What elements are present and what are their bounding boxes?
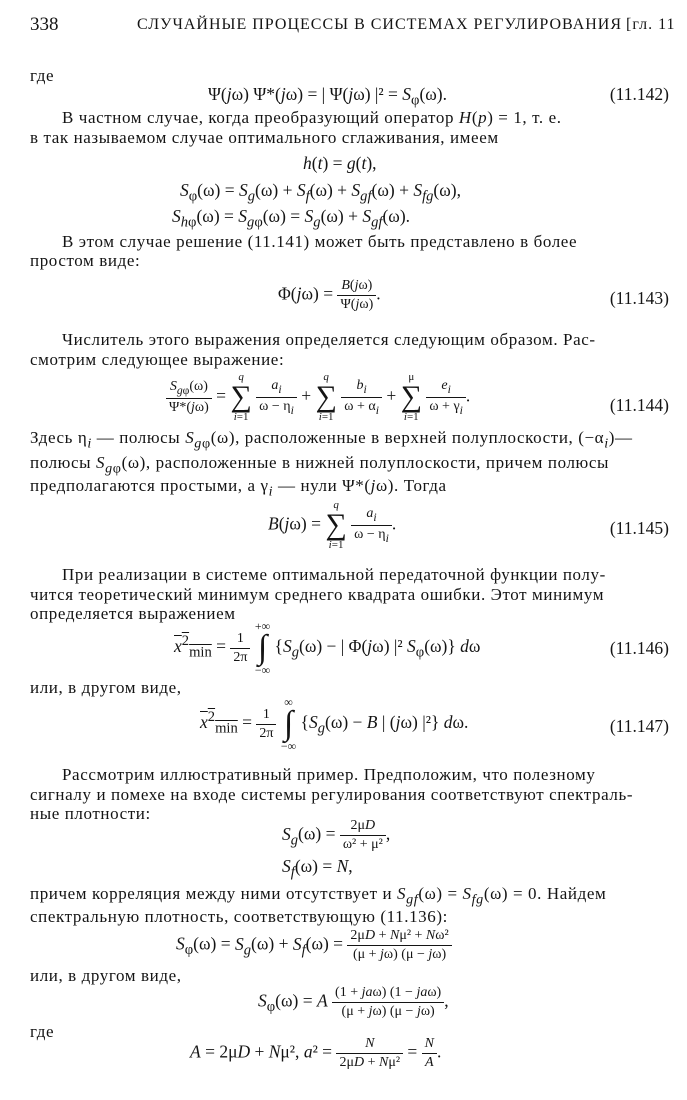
paragraph-5-line-2: чится теоретический минимум среднего квадрата ошибки. Этот минимум [30, 585, 605, 604]
eq-number-146: (11.146) [609, 638, 669, 658]
paragraph-5-line-1: При реализации в системе оптимальной передаточной функции полу- [62, 565, 606, 584]
paragraph-2-line-1: В этом случае решение (11.141) может быть представлено в более [62, 232, 578, 251]
text-gde-2: где [30, 1022, 55, 1041]
paragraph-3-line-1: Числитель этого выражения определяется следующим образом. Рас- [62, 330, 596, 349]
text-gde: где [30, 66, 55, 85]
eq-number-142: (11.142) [609, 84, 669, 104]
page-number: 338 [30, 14, 59, 35]
equation-11-142: Ψ(jω) Ψ*(jω) = | Ψ(jω) $|^2 = S_\varphi(\omega)$. [208, 84, 448, 109]
equation-11-147: $x^2_{min}$ = $\frac{1}{2\pi}$ ∞ ∫ −∞ {$S_g(\omega) - B$ | (jω) |²} dω. [200, 695, 469, 754]
paragraph-4-line-2: полюсы $S_{g\varphi}(\omega)$, расположенные в нижней полуплоскости, причем полюсы [30, 453, 610, 477]
paragraph-5-line-3: определяется выражением [30, 604, 236, 623]
paragraph-7-line-1: причем корреляция между ними отсутствует и $S_{gf}(\omega) = S_{fg}(\omega) = 0$. Найдем [30, 884, 607, 908]
paragraph-6-line-3: ные плотности: [30, 804, 151, 823]
eq-number-147: (11.147) [609, 716, 669, 736]
equation-s-h-phi: $S_{h\varphi}(\omega) = S_{g\varphi}(\omega) = S_g(\omega) + S_{gf}(\omega)$. [172, 206, 411, 231]
equation-sf-example: $S_f(\omega) = N$, [282, 856, 353, 881]
text-ili-2: или, в другом виде, [30, 966, 182, 985]
paragraph-6-line-2: сигналу и помехе на входе системы регулирования соответствуют спектраль- [30, 785, 634, 804]
paragraph-7-line-2: спектральную плотность, соответствующую (11.136): [30, 907, 448, 926]
equation-s-phi-sum: $S_\varphi(\omega) = S_g(\omega) + S_f(\omega) + S_{gf}(\omega) + S_{fg}(\omega)$, [180, 180, 461, 205]
paragraph-1-line-1: В частном случае, когда преобразующий оператор H(p) = 1, т. е. [62, 108, 562, 127]
equation-11-144: $\frac{S_{g\varphi}(\omega)}{\Psi*(j\omega)}$ = q ∑ i=1 $\frac{a_i}{\omega - \eta_i}$ + q ∑ i=1 $\frac{b_i}{\omega + \alpha_i}$ + μ ∑ i=1 $\frac{e_i}{\omega + \gamma_i}$ . [166, 372, 470, 423]
equation-11-145: B(jω) = q ∑ i=1 $\frac{a_i}{\omega - \eta_i}$ . [268, 499, 397, 551]
equation-s-phi-example: $S_\varphi(\omega) = S_g(\omega) + S_f(\omega)$ = $\frac{\text{2μD + Nμ² + Nω²}}{(\mu + j\omega) (\mu - j\omega)}$ [176, 928, 452, 963]
eq-number-144: (11.144) [609, 395, 669, 415]
equation-11-146: $x^2_{min}$ = $\frac{1}{2\pi}$ +∞ ∫ −∞ {$S_g(\omega)$ − | Φ(jω) |² $S_\varphi(\omega)$} dω [174, 619, 481, 678]
paragraph-1-line-2: в так называемом случае оптимального сглаживания, имеем [30, 128, 499, 147]
equation-h-equals-g: h(t) = g(t), [303, 153, 377, 173]
paragraph-2-line-2: простом виде: [30, 251, 141, 270]
equation-11-143: Φ(jω) = $\frac{B(j\omega)}{\Psi(j\omega)}$ . [278, 278, 381, 312]
paragraph-4-line-3: предполагаются простыми, а $\gamma_i$ — нули Ψ*(jω). Тогда [30, 476, 447, 500]
equation-s-phi-factored: $S_\varphi(\omega) = A$ $\frac{\text{(1 + jaω) (1 − jaω)}}{(\mu + j\omega) (\mu - j\omega)}$ , [258, 985, 449, 1019]
equation-sg-example: $S_g(\omega)$ = $\frac{2\mu D}{\text{ω² + μ²}}$ , [282, 818, 391, 852]
text-ili-1: или, в другом виде, [30, 678, 182, 697]
running-title: СЛУЧАЙНЫЕ ПРОЦЕССЫ В СИСТЕМАХ РЕГУЛИРОВАНИЯ [137, 16, 623, 33]
paragraph-4-line-1: Здесь $\eta_i$ — полюсы $S_{g\varphi}(\omega)$, расположенные в верхней полуплоскости, $(-\alpha_i)—$ [30, 428, 633, 452]
eq-number-143: (11.143) [609, 288, 669, 308]
eq-number-145: (11.145) [609, 518, 669, 538]
paragraph-3-line-2: смотрим следующее выражение: [30, 350, 285, 369]
chapter-label: [гл. 11 [626, 16, 676, 33]
equation-a-definition: A = 2μD + Nμ², a² = $\frac{N}{\text{2μD + Nμ²}}$ = $\frac{N}{A}$ . [190, 1036, 442, 1070]
paragraph-6-line-1: Рассмотрим иллюстративный пример. Предположим, что полезному [62, 765, 596, 784]
